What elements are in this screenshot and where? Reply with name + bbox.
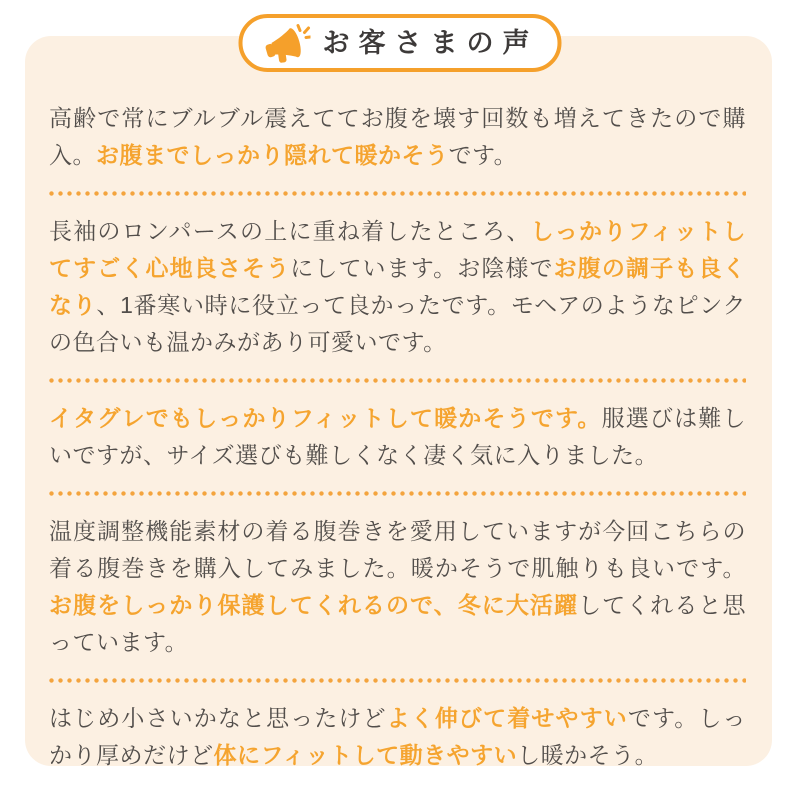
review-highlight-segment: イタグレでもしっかりフィットして暖かそうです。 [49,405,602,431]
review-text-segment: 、1番寒い時に役立って良かったです。モヘアのようなピンクの色合いも温かみがあり可愛いです。 [49,292,746,355]
review-highlight-segment: よく伸びて着せやすい [386,705,628,731]
dotted-divider [49,491,746,496]
review-text-segment: 服選びは難しいですが、サイズ選びも難しくなく凄く気に入りました。 [49,405,747,468]
review-highlight-segment: 体にフィットして動きやすい [213,742,518,768]
reviews [25,100,772,794]
review-text-segment: 長袖のロンパースの上に重ね着したところ、 [49,218,531,244]
review-item [49,100,746,174]
review-text-segment: し暖かそう。 [517,742,659,768]
review-text-segment: はじめ小さいかなと思ったけど [49,705,387,731]
review-text-segment: してくれると思っています。 [49,592,746,655]
dotted-divider [49,191,746,196]
review-item [49,213,746,361]
review-text-segment: です。しっかり厚めだけど [49,705,747,768]
review-text-segment: 温度調整機能素材の着る腹巻きを愛用していますが今回こちらの着る腹巻きを購入してみました。暖かそうで肌触りも良いです。 [49,518,746,581]
dotted-divider [49,378,746,383]
review-highlight-segment: しっかりフィットしてすごく心地良さそう [49,218,746,281]
dotted-divider [49,678,746,683]
megaphone-icon [265,23,311,63]
review-text-segment: です。 [448,142,518,168]
review-highlight-segment: お腹をしっかり保護してくれるので、冬に大活躍 [49,592,579,618]
review-highlight-segment: お腹の調子も良くなり [49,255,747,318]
review-text-segment: にしています。お陰様で [290,255,554,281]
section-title: お客さまの声 [322,27,539,58]
review-item [49,513,746,661]
section-header [239,14,562,72]
review-item [49,400,746,474]
review-text-segment: 高齢で常にブルブル震えててお腹を壊す回数も増えてきたので購入。 [49,105,746,168]
review-item [49,700,746,774]
review-highlight-segment: お腹までしっかり隠れて暖かそう [96,142,449,168]
